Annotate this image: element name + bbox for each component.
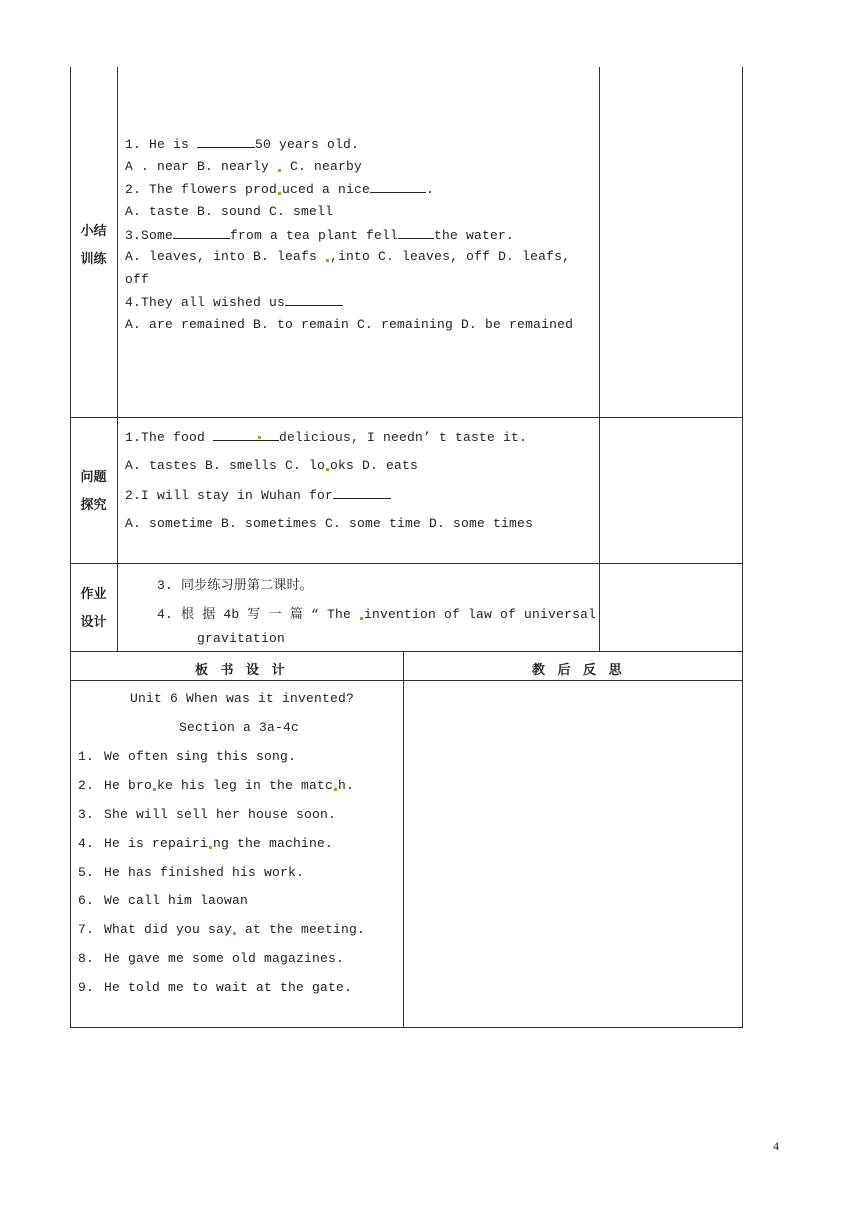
text-segment: the water. — [434, 228, 515, 243]
summary-line-5 — [125, 227, 514, 243]
text-segment: from a tea plant fell — [230, 228, 399, 243]
answer-blank — [173, 227, 230, 239]
text-segment: A. sometime B. sometimes C. some time D. some times — [125, 516, 534, 531]
text-segment: 1. He is — [125, 137, 198, 152]
board-design-header: 板 书 设 计 — [195, 663, 289, 678]
text-segment: 3.Some — [125, 228, 174, 243]
list-number: 1. — [78, 749, 95, 764]
text-segment: We often sing this song. — [104, 749, 297, 764]
table-border-right — [742, 67, 743, 1028]
text-segment: . — [426, 182, 435, 197]
summary-line-3 — [125, 181, 434, 197]
text-segment: 2.I will stay in Wuhan for — [125, 488, 334, 503]
summary-label-line1: 小结 — [80, 224, 107, 239]
table-border-left — [70, 67, 71, 1028]
list-item — [78, 922, 365, 937]
answer-blank — [370, 181, 426, 193]
summary-line-4 — [125, 204, 333, 219]
answer-blank — [285, 294, 343, 306]
summary-line-2 — [125, 159, 362, 174]
list-item — [78, 778, 354, 793]
text-segment: 4. 根 据 4b 写 一 篇 “ The — [157, 607, 360, 622]
problem-line-1 — [125, 429, 527, 445]
problem-line-4 — [125, 516, 533, 531]
homework-label-line1: 作业 — [80, 587, 107, 602]
answer-blank — [398, 227, 434, 239]
text-segment: off — [125, 272, 150, 287]
list-item — [78, 807, 336, 822]
text-segment: What did you say — [104, 922, 233, 937]
marker-dot — [360, 617, 363, 620]
text-segment: He gave me some old magazines. — [104, 951, 345, 966]
text-segment: 1.The food — [125, 430, 214, 445]
marker-dot — [278, 192, 281, 195]
list-number: 7. — [78, 922, 95, 937]
problem-line-2 — [125, 458, 418, 473]
list-item — [78, 893, 248, 908]
problem-line-3 — [125, 487, 391, 503]
marker-dot — [209, 846, 212, 849]
text-segment: oks D. eats — [330, 458, 419, 473]
reflection-header: 教 后 反 思 — [532, 663, 626, 678]
summary-label — [70, 218, 117, 274]
list-item — [78, 980, 352, 995]
list-item — [78, 836, 333, 851]
homework-label — [70, 581, 117, 637]
problem-label-line2: 探究 — [80, 498, 107, 513]
list-item — [78, 865, 304, 880]
list-number: 8. — [78, 951, 95, 966]
answer-blank — [333, 487, 391, 499]
row-divider-4 — [70, 680, 743, 681]
summary-line-1 — [125, 136, 359, 152]
answer-blank — [213, 429, 279, 441]
marker-dot — [326, 468, 329, 471]
summary-line-7 — [125, 272, 149, 287]
table-divider-board — [403, 651, 404, 1028]
text-segment: He told me to wait at the gate. — [104, 980, 353, 995]
homework-item-4 — [157, 603, 596, 622]
homework-label-line2: 设计 — [80, 615, 107, 630]
problem-label-line1: 问题 — [80, 470, 107, 485]
marker-dot — [258, 436, 261, 439]
text-segment: He bro — [104, 778, 153, 793]
list-number: 4. — [78, 836, 95, 851]
row-divider-3 — [70, 651, 743, 652]
table-border-bottom — [70, 1027, 743, 1028]
text-segment: 4.They all wished us — [125, 295, 286, 310]
text-segment: He is repairi — [104, 836, 209, 851]
text-segment: A . near B. nearly — [125, 159, 278, 174]
text-segment: rs prod — [221, 182, 278, 197]
marker-dot — [334, 788, 337, 791]
text-segment: 2. The flowe — [125, 182, 222, 197]
summary-label-line2: 训练 — [80, 252, 107, 267]
text-segment: He has finished his work. — [104, 865, 305, 880]
marker-dot — [233, 932, 236, 935]
marker-dot — [278, 169, 281, 172]
text-segment: A. tastes B. smells C. lo — [125, 458, 326, 473]
text-segment: A. leaves, into B. leafs — [125, 249, 326, 264]
text-segment: C. nearby — [282, 159, 363, 174]
text-segment: A. are remained B. to remain C. remaining D. be remained — [125, 317, 574, 332]
list-number: 3. — [78, 807, 95, 822]
marker-dot — [326, 259, 329, 262]
list-number: 5. — [78, 865, 95, 880]
text-segment: ,into C. leaves, off D. leafs, — [330, 249, 571, 264]
homework-item-4-cont: gravitation — [197, 631, 286, 646]
list-item — [78, 749, 296, 764]
list-number: 2. — [78, 778, 95, 793]
text-segment: We call him laowan — [104, 893, 249, 908]
list-number: 9. — [78, 980, 95, 995]
list-item — [78, 951, 344, 966]
text-segment: invention of law of universal — [364, 607, 597, 622]
page-number: 4 — [773, 1139, 779, 1153]
summary-line-8 — [125, 294, 343, 310]
text-segment: delicious, I needn’ t taste it. — [279, 430, 528, 445]
board-subtitle: Section a 3a-4c — [179, 720, 300, 735]
text-segment: ng the machine. — [213, 836, 334, 851]
homework-item-3: 3. 同步练习册第二课时。 — [157, 578, 314, 593]
row-divider-1 — [70, 417, 743, 418]
list-number: 6. — [78, 893, 95, 908]
text-segment: ke his leg in the matc — [157, 778, 334, 793]
summary-line-6 — [125, 249, 570, 264]
problem-label — [70, 464, 117, 520]
row-divider-2 — [70, 563, 743, 564]
text-segment: 50 years old. — [255, 137, 360, 152]
board-title: Unit 6 When was it invented? — [130, 691, 355, 706]
text-segment: She will sell her house soon. — [104, 807, 337, 822]
text-segment: h. — [338, 778, 355, 793]
summary-line-9 — [125, 317, 573, 332]
answer-blank — [197, 136, 255, 148]
text-segment: at the meeting. — [237, 922, 366, 937]
text-segment: A. taste B. sound C. smell — [125, 204, 334, 219]
text-segment: uced a nice — [282, 182, 371, 197]
marker-dot — [153, 788, 156, 791]
